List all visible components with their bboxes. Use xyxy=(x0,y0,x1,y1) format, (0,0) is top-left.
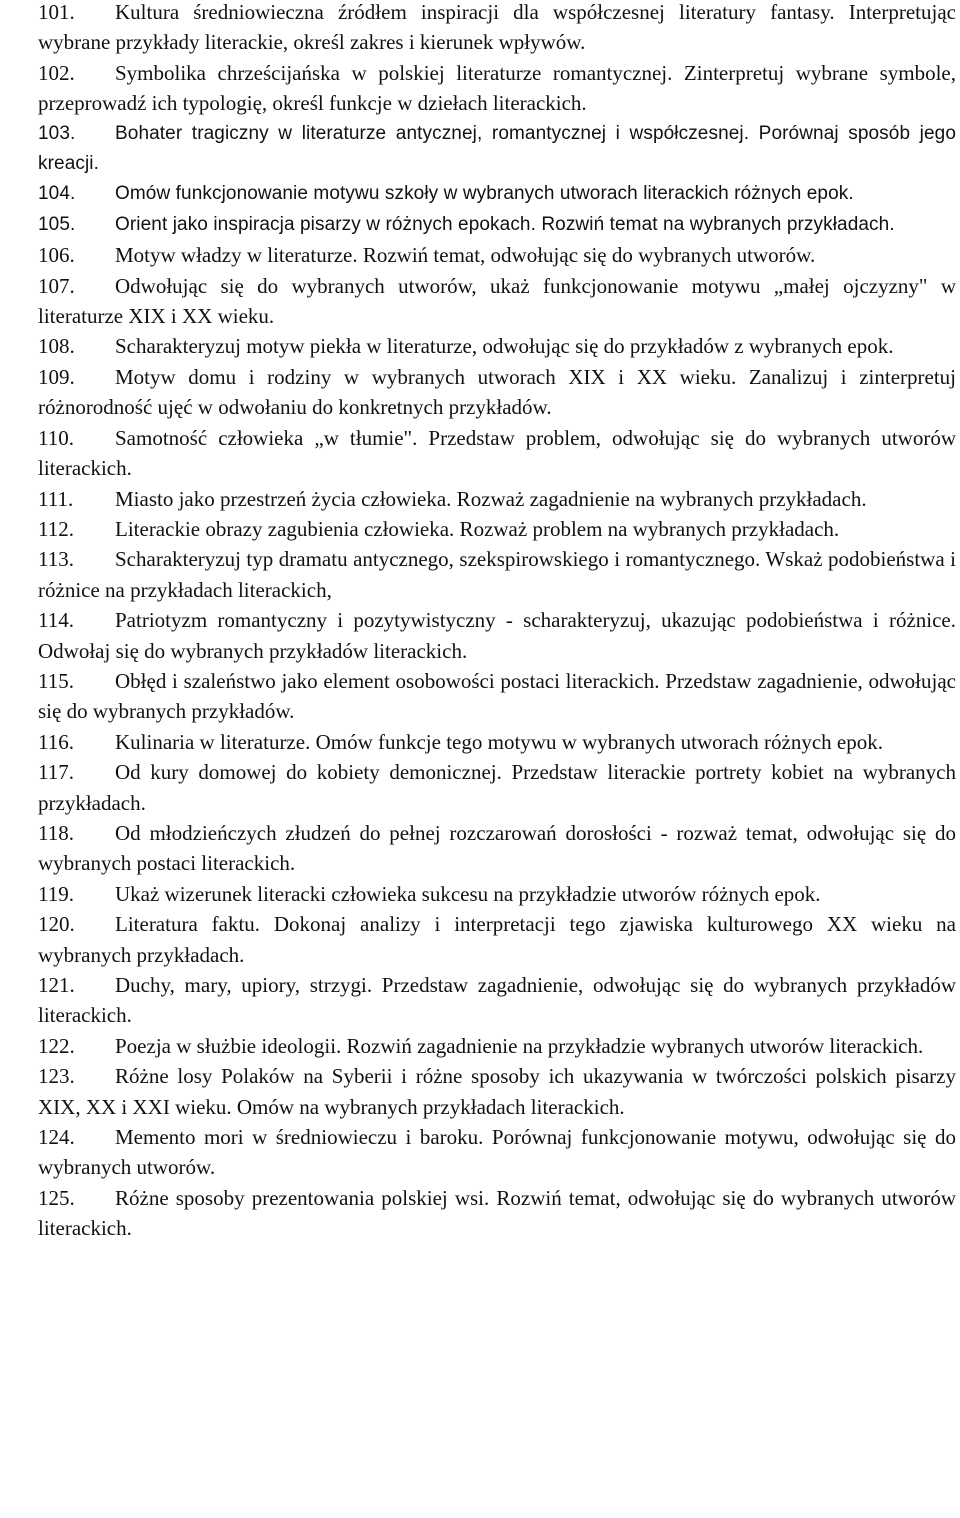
item-text: Duchy, mary, upiory, strzygi. Przedstaw zagadnienie, odwołując się do wybranych przykładów literackich. xyxy=(38,973,956,1028)
list-item xyxy=(38,605,956,666)
list-item xyxy=(38,1031,956,1061)
item-number: 103. xyxy=(38,122,76,144)
item-number: 114. xyxy=(38,608,74,633)
item-text: Od kury domowej do kobiety demonicznej. Przedstaw literackie portrety kobiet na wybranych przykładach. xyxy=(38,760,956,815)
item-text: Odwołując się do wybranych utworów, ukaż funkcjonowanie motywu „małej ojczyzny" w literaturze XIX i XX wieku. xyxy=(38,273,956,329)
item-text: Patriotyzm romantyczny i pozytywistyczny - scharakteryzuj, ukazując podobieństwa i różnice. Odwołaj się do wybranych przykładów literackich. xyxy=(38,608,956,663)
list-item xyxy=(38,271,956,332)
item-text: Symbolika chrześcijańska w polskiej literaturze romantycznej. Zinterpretuj wybrane symbole, przeprowadź ich typologię, określ funkcje w dziełach literackich. xyxy=(38,60,956,116)
item-text: Różne losy Polaków na Syberii i różne sposoby ich ukazywania w twórczości polskich pisarzy XIX, XX i XXI wieku. Omów na wybranych przykładach literackich. xyxy=(38,1064,956,1119)
item-number: 108. xyxy=(38,334,75,359)
item-number: 105. xyxy=(38,213,76,235)
item-text: Literackie obrazy zagubienia człowieka. Rozważ problem na wybranych przykładach. xyxy=(115,516,840,541)
topic-list xyxy=(38,0,956,1244)
list-item xyxy=(38,544,956,605)
item-number: 125. xyxy=(38,1185,75,1210)
list-item xyxy=(38,0,956,58)
list-item xyxy=(38,727,956,757)
item-text: Miasto jako przestrzeń życia człowieka. Rozważ zagadnienie na wybranych przykładach. xyxy=(115,486,867,511)
item-text: Scharakteryzuj typ dramatu antycznego, szekspirowskiego i romantycznego. Wskaż podobieństwa i różnice na przykładach literackich, xyxy=(38,547,956,602)
item-number: 107. xyxy=(38,273,75,298)
item-text: Memento mori w średniowieczu i baroku. Porównaj funkcjonowanie motywu, odwołując się do wybranych utworów. xyxy=(38,1125,956,1180)
list-item xyxy=(38,484,956,514)
item-number: 113. xyxy=(38,547,74,572)
item-text: Scharakteryzuj motyw piekła w literaturze, odwołując się do przykładów z wybranych epok. xyxy=(115,334,894,359)
item-text: Kulinaria w literaturze. Omów funkcje tego motywu w wybranych utworach różnych epok. xyxy=(115,729,884,754)
list-item xyxy=(38,909,956,970)
item-text: Ukaż wizerunek literacki człowieka sukcesu na przykładzie utworów różnych epok. xyxy=(115,881,821,906)
item-text: Obłęd i szaleństwo jako element osobowości postaci literackich. Przedstaw zagadnienie, odwołując się do wybranych przykładów. xyxy=(38,668,956,724)
item-text: Orient jako inspiracja pisarzy w różnych epokach. Rozwiń temat na wybranych przykładach. xyxy=(115,213,895,235)
item-number: 121. xyxy=(38,973,75,997)
item-text: Bohater tragiczny w literaturze antycznej, romantycznej i współczesnej. Porównaj sposób jego kreacji. xyxy=(38,122,956,175)
list-item xyxy=(38,879,956,909)
list-item xyxy=(38,1122,956,1183)
item-text: Różne sposoby prezentowania polskiej wsi. Rozwiń temat, odwołując się do wybranych utworów literackich. xyxy=(38,1185,956,1241)
item-number: 118. xyxy=(38,820,74,845)
list-item xyxy=(38,1061,956,1122)
item-text: Samotność człowieka „w tłumie". Przedstaw problem, odwołując się do wybranych utworów literackich. xyxy=(38,425,956,481)
list-item xyxy=(38,1183,956,1244)
item-text: Omów funkcjonowanie motywu szkoły w wybranych utworach literackich różnych epok. xyxy=(115,183,854,205)
item-number: 116. xyxy=(38,729,74,754)
list-item xyxy=(38,240,956,270)
list-item xyxy=(38,514,956,544)
list-item xyxy=(38,757,956,818)
item-number: 122. xyxy=(38,1033,75,1058)
item-number: 117. xyxy=(38,760,74,785)
item-text: Motyw władzy w literaturze. Rozwiń temat, odwołując się do wybranych utworów. xyxy=(115,243,816,268)
item-number: 111. xyxy=(38,486,74,511)
list-item xyxy=(38,210,956,240)
list-item xyxy=(38,58,956,119)
item-text: Od młodzieńczych złudzeń do pełnej rozczarowań dorosłości - rozważ temat, odwołując się do wybranych postaci literackich. xyxy=(38,820,956,876)
item-text: Motyw domu i rodziny w wybranych utworach XIX i XX wieku. Zanalizuj i zinterpretuj różnorodność ujęć w odwołaniu do konkretnych przykładów. xyxy=(38,364,956,420)
item-text: Kultura średniowieczna źródłem inspiracji dla współczesnej literatury fantasy. Interpretując wybrane przykłady literackie, określ zakres i kierunek wpływów. xyxy=(38,0,956,55)
item-number: 101. xyxy=(38,0,75,24)
list-item xyxy=(38,331,956,361)
item-number: 119. xyxy=(38,881,74,906)
list-item xyxy=(38,666,956,727)
item-text: Literatura faktu. Dokonaj analizy i interpretacji tego zjawiska kulturowego XX wieku na wybranych przykładach. xyxy=(38,912,956,967)
list-item xyxy=(38,362,956,423)
item-number: 102. xyxy=(38,60,75,85)
item-number: 104. xyxy=(38,183,76,205)
item-number: 112. xyxy=(38,516,74,541)
list-item xyxy=(38,119,956,180)
item-number: 110. xyxy=(38,425,74,450)
list-item xyxy=(38,818,956,879)
item-number: 109. xyxy=(38,364,75,389)
item-number: 115. xyxy=(38,668,74,693)
item-number: 106. xyxy=(38,243,75,268)
item-number: 124. xyxy=(38,1125,75,1150)
list-item xyxy=(38,179,956,209)
item-number: 120. xyxy=(38,912,75,937)
list-item xyxy=(38,423,956,484)
item-text: Poezja w służbie ideologii. Rozwiń zagadnienie na przykładzie wybranych utworów literackich. xyxy=(115,1033,924,1058)
list-item xyxy=(38,970,956,1031)
item-number: 123. xyxy=(38,1064,75,1089)
